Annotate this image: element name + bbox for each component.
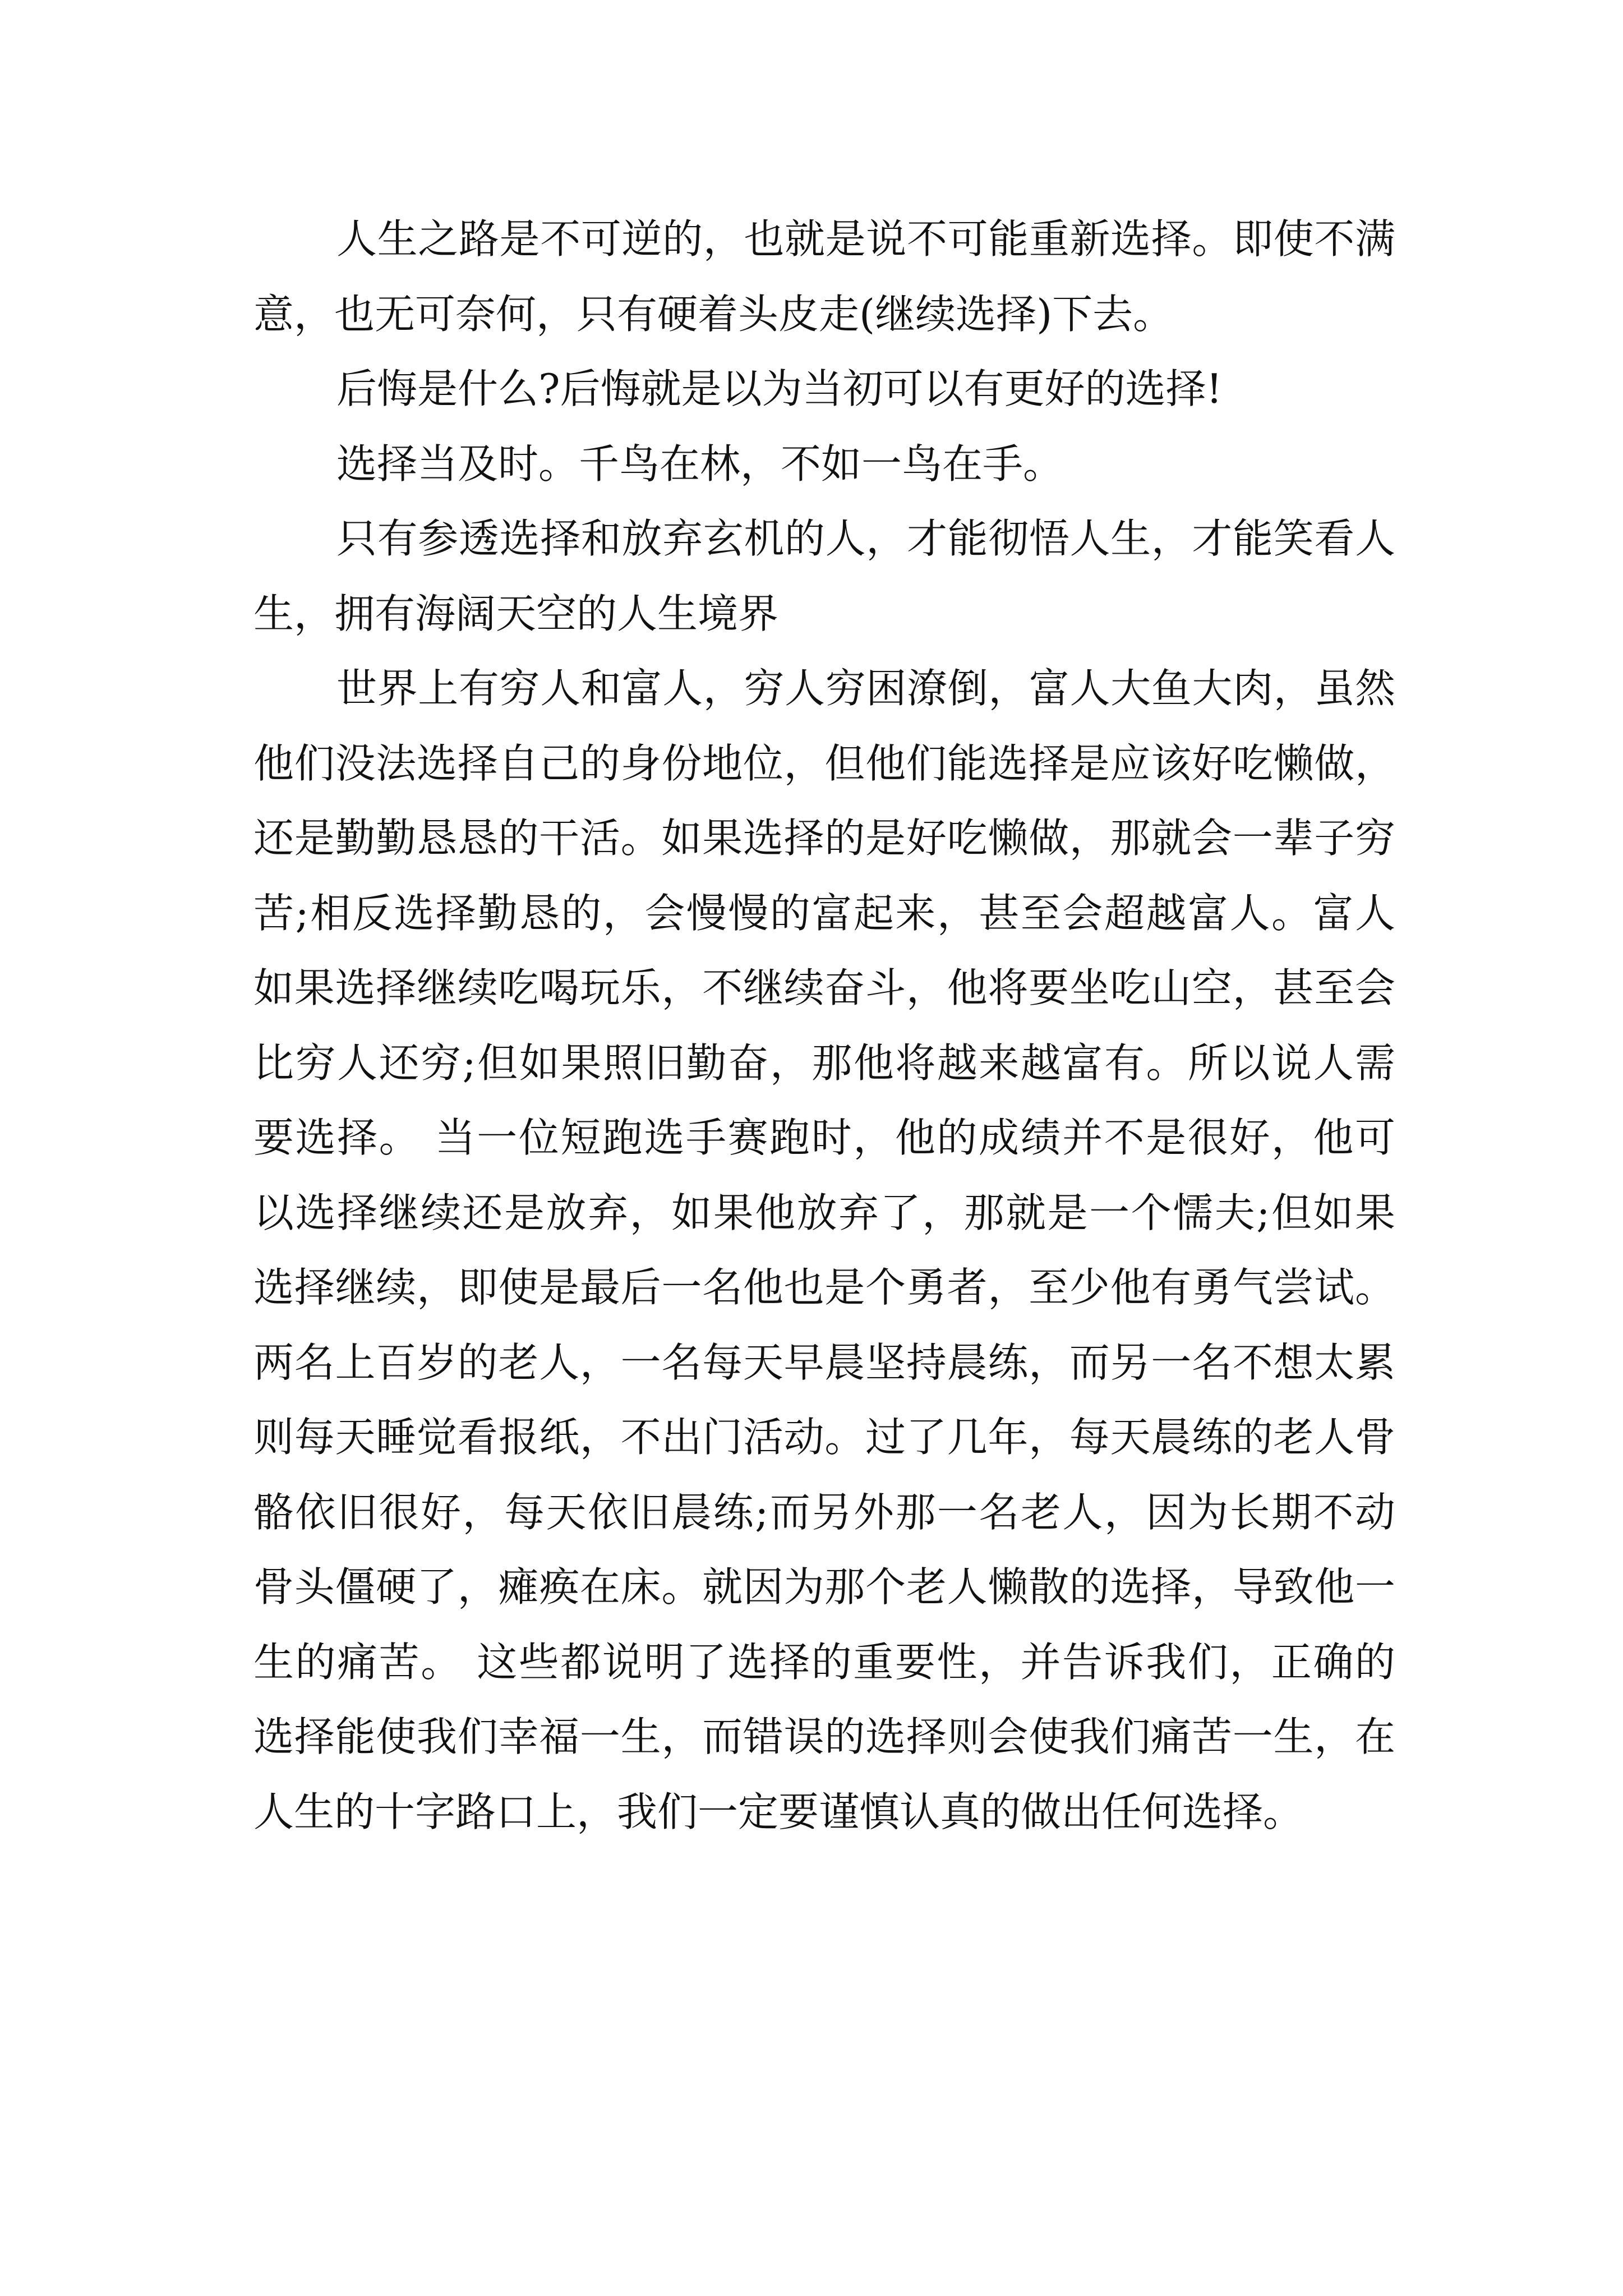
paragraph-irreversible-path: 人生之路是不可逆的，也就是说不可能重新选择。即使不满意，也无可奈何，只有硬着头皮走(继续选择)下去。 [253,215,1395,338]
paragraph-choose-in-time: 选择当及时。千鸟在林，不如一鸟在手。 [336,440,1064,487]
paragraph-choice-and-abandon: 只有参透选择和放弃玄机的人，才能彻悟人生，才能笑看人生，拥有海阔天空的人生境界 [253,515,1395,637]
paragraph-regret: 后悔是什么?后悔就是以为当初可以有更好的选择! [336,365,1223,412]
document-body [253,202,1395,1849]
paragraph-examples: 世界上有穷人和富人，穷人穷困潦倒，富人大鱼大肉，虽然他们没法选择自己的身份地位，但他们能选择是应该好吃懒做，还是勤勤恳恳的干活。如果选择的是好吃懒做，那就会一辈子穷苦;相反选择勤恳的，会慢慢的富起来，甚至会超越富人。富人如果选择继续吃喝玩乐，不继续奋斗，他将要坐吃山空，甚至会比穷人还穷;但如果照旧勤奋，那他将越来越富有。所以说人需要选择。 当一位短跑选手赛跑时，他的成绩并不是很好，他可以选择继续还是放弃，如果他放弃了，那就是一个懦夫;但如果选择继续，即使是最后一名他也是个勇者，至少他有勇气尝试。 两名上百岁的老人，一名每天早晨坚持晨练，而另一名不想太累则每天睡觉看报纸，不出门活动。过了几年，每天晨练的老人骨骼依旧很好，每天依旧晨练;而另外那一名老人，因为长期不动骨头僵硬了，瘫痪在床。就因为那个老人懒散的选择，导致他一生的痛苦。 这些都说明了选择的重要性，并告诉我们，正确的选择能使我们幸福一生，而错误的选择则会使我们痛苦一生，在人生的十字路口上，我们一定要谨慎认真的做出任何选择。 [253,665,1395,1835]
